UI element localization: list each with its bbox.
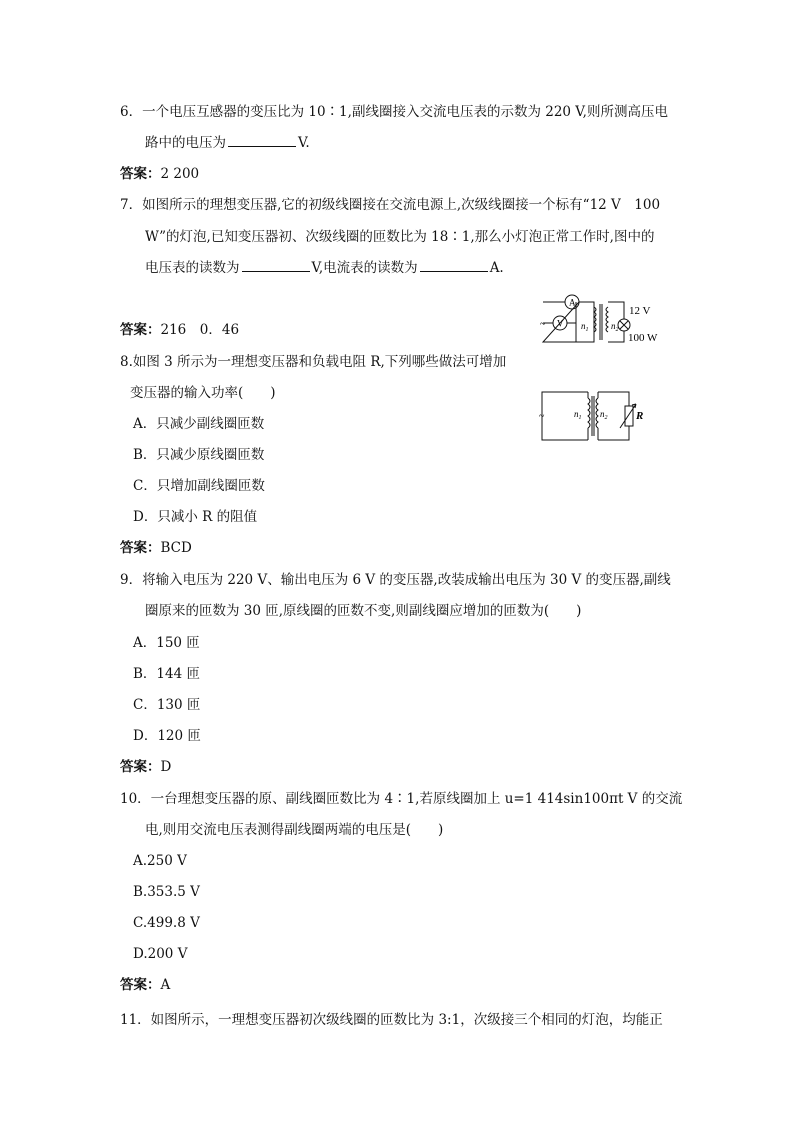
q6-line1: 6．一个电压互感器的变压比为 10∶1,副线圈接入交流电压表的示数为 220 V,则所测高压电 (120, 104, 668, 120)
answer-7 (120, 321, 239, 339)
transformer-circuit-diagram-q7 (536, 292, 676, 352)
q9-option-a: A．150 匝 (133, 635, 200, 651)
transformer-resistor-diagram-q8 (536, 386, 644, 446)
q7-line3-post: A. (489, 260, 504, 276)
lamp-power-label: 100 W (628, 332, 658, 344)
q6-line2-pre: 路中的电压为 (145, 135, 226, 151)
answer-label: 答案： (120, 540, 161, 556)
answer-value: 2 200 (160, 166, 200, 182)
answer-9 (120, 758, 171, 776)
answer-value: A (160, 977, 171, 993)
secondary-coil (596, 398, 598, 428)
n2-label: $n_2$ (600, 409, 608, 421)
primary-coil (588, 398, 590, 428)
q10-line1: 10．一台理想变压器的原、副线圈匝数比为 4∶1,若原线圈加上 u=1 414sin100πt V 的交流 (120, 791, 683, 807)
q7-line2: W”的灯泡,已知变压器初、次级线圈的匝数比为 18∶1,那么小灯泡正常工作时,图中的 (145, 229, 655, 245)
q10-option-b: B.353.5 V (133, 884, 200, 900)
ac-source-symbol: ~ (540, 319, 546, 330)
answer-label: 答案： (120, 759, 161, 775)
q10-line2: 电,则用交流电压表测得副线圈两端的电压是( ) (145, 822, 444, 838)
answer-6 (120, 165, 199, 183)
answer-value: D (160, 759, 172, 775)
secondary-coil (606, 307, 608, 332)
ac-source-symbol: ~ (539, 411, 545, 422)
q8-line2: 变压器的输入功率( ) (130, 385, 276, 401)
q7-line3 (145, 259, 504, 277)
answer-value: 216 0．46 (160, 322, 240, 338)
q10-option-d: D.200 V (133, 946, 188, 962)
q9-line1: 9．将输入电压为 220 V、输出电压为 6 V 的变压器,改装成输出电压为 30 V 的变压器,副线 (120, 572, 671, 588)
q7-line3-pre: 电压表的读数为 (145, 260, 240, 276)
q9-option-b: B．144 匝 (133, 666, 200, 682)
q7-blank-1 (242, 259, 310, 272)
n1-label: $n_1$ (581, 321, 589, 333)
q6-line2 (145, 134, 310, 152)
q7-line1: 7．如图所示的理想变压器,它的初级线圈接在交流电源上,次级线圈接一个标有“12 V 100 (120, 197, 661, 213)
q6-blank (228, 134, 296, 147)
q8-option-a: A．只减少副线圈匝数 (133, 416, 265, 432)
ammeter-label: A (569, 297, 576, 308)
answer-value: BCD (160, 540, 192, 556)
q9-option-d: D．120 匝 (133, 728, 201, 744)
q10-option-a: A.250 V (133, 853, 187, 869)
q8-option-c: C．只增加副线圈匝数 (133, 478, 265, 494)
answer-label: 答案： (120, 166, 161, 182)
resistor-label: R (636, 410, 644, 422)
q10-option-c: C.499.8 V (133, 915, 200, 931)
voltmeter-label: V (557, 318, 564, 329)
q9-line2: 圈原来的匝数为 30 匝,原线圈的匝数不变,则副线圈应增加的匝数为( ) (145, 603, 582, 619)
q6-line2-post: V. (298, 135, 310, 151)
answer-label: 答案： (120, 977, 161, 993)
answer-8 (120, 539, 192, 557)
q11-line1: 11．如图所示，一理想变压器初次级线圈的匝数比为 3:1，次级接三个相同的灯泡，均能正 (120, 1012, 663, 1028)
q7-line3-mid: V,电流表的读数为 (311, 260, 418, 276)
q7-blank-2 (420, 259, 488, 272)
q8-line1: 8.如图 3 所示为一理想变压器和负载电阻 R,下列哪些做法可增加 (120, 354, 507, 370)
q8-option-d: D．只减小 R 的阻值 (133, 509, 258, 525)
q8-option-b: B．只减少原线圈匝数 (133, 447, 265, 463)
answer-label: 答案： (120, 322, 161, 338)
n2-label: $n_2$ (611, 321, 619, 333)
lamp-voltage-label: 12 V (629, 305, 651, 317)
variable-resistor (625, 406, 633, 426)
answer-10 (120, 976, 170, 994)
q9-option-c: C．130 匝 (133, 697, 201, 713)
n1-label: $n_1$ (574, 409, 582, 421)
